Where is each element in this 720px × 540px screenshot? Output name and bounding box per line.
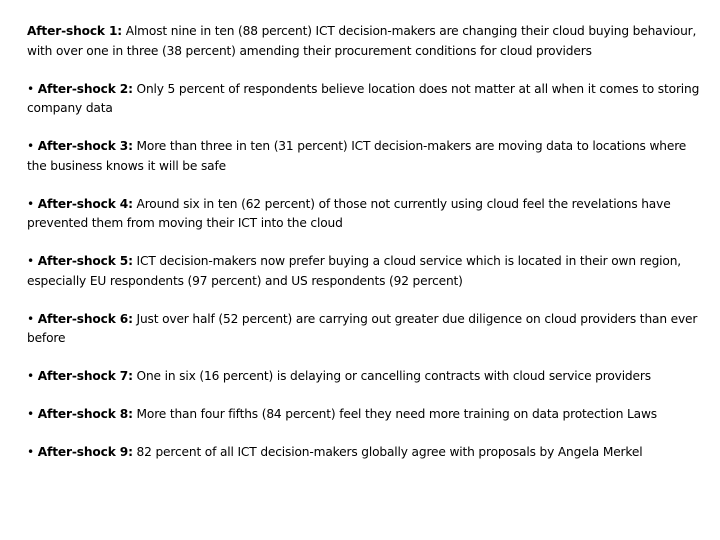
item-label: After-shock 3: [37, 139, 133, 153]
bullet: • [27, 369, 38, 383]
list-item [27, 80, 707, 119]
item-label: After-shock 7: [37, 369, 133, 383]
bullet: • [27, 81, 38, 96]
list-item [27, 22, 707, 61]
bullet: • [27, 311, 38, 326]
list-item [27, 310, 707, 349]
item-text: One in six (16 percent) is delaying or cancelling contracts with cloud service providers [132, 369, 651, 383]
bullet: • [27, 254, 38, 268]
item-label: After-shock 9: [37, 445, 133, 459]
list-item [27, 443, 707, 463]
document-body [27, 22, 707, 481]
list-item [27, 252, 707, 291]
item-text: Almost nine in ten (88 percent) ICT decision-makers are changing their cloud buying behaviour, with over one in three (38 percent) amending their procurement conditions for cloud providers [27, 24, 697, 58]
list-item [27, 137, 707, 176]
item-label: After-shock 8: [37, 407, 133, 421]
list-item [27, 195, 707, 234]
bullet: • [27, 445, 38, 459]
item-label: After-shock 6: [37, 311, 133, 326]
list-item [27, 405, 707, 425]
item-text: Only 5 percent of respondents believe location does not matter at all when it comes to storing company data [27, 81, 700, 115]
bullet: • [27, 139, 38, 153]
item-text: 82 percent of all ICT decision-makers globally agree with proposals by Angela Merkel [132, 445, 643, 459]
list-item [27, 367, 707, 387]
item-text: Around six in ten (62 percent) of those not currently using cloud feel the revelations have prevented them from moving their ICT into the cloud [27, 196, 671, 230]
item-text: Just over half (52 percent) are carrying out greater due diligence on cloud providers than ever before [27, 311, 698, 345]
item-text: More than four fifths (84 percent) feel they need more training on data protection Laws [132, 407, 657, 421]
item-label: After-shock 1: [27, 24, 123, 38]
bullet: • [27, 407, 38, 421]
item-label: After-shock 2: [37, 81, 133, 96]
item-label: After-shock 4: [37, 196, 133, 211]
item-label: After-shock 5: [37, 254, 133, 268]
item-text: More than three in ten (31 percent) ICT decision-makers are moving data to locations where the business knows it will be safe [27, 139, 687, 173]
bullet: • [27, 196, 38, 211]
item-text: ICT decision-makers now prefer buying a cloud service which is located in their own region, especially EU respondents (97 percent) and US respondents (92 percent) [27, 254, 682, 288]
